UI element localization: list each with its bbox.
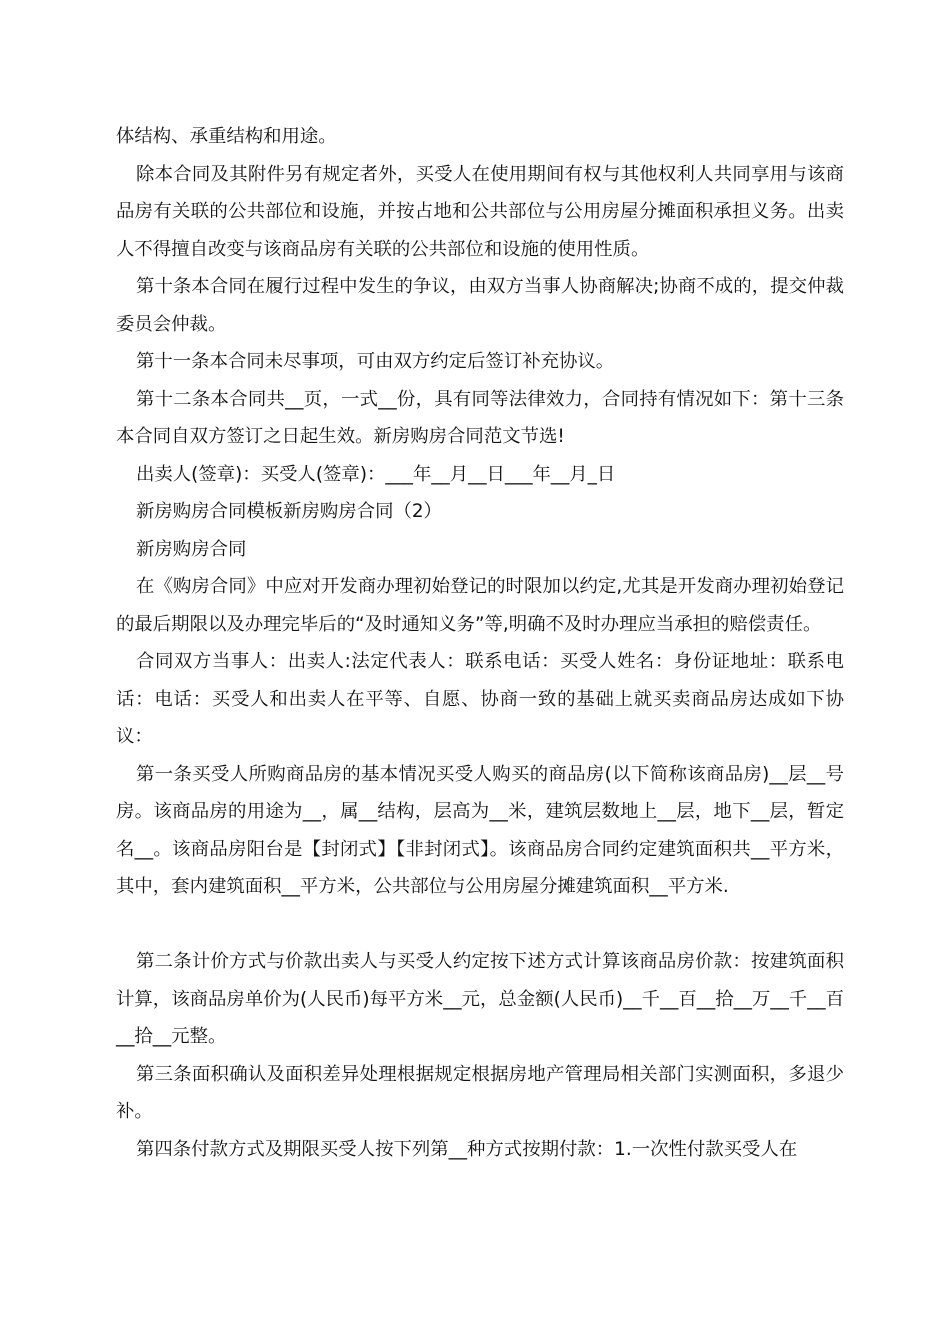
paragraph-article-4: 第四条付款方式及期限买受人按下列第__种方式按期付款：1.一次性付款买受人在 (136, 1138, 798, 1160)
paragraph-article-1: 第一条买受人所购商品房的基本情况买受人购买的商品房(以下简称该商品房)__层__号房。该商品房的用途为__，属__结构，层高为__米，建筑层数地上__层，地下__层，暂定名__。该商品房阳台是【封闭式】【非封闭式】。该商品房合同约定建筑面积共__平方米，其中，套内建筑面积__平方米，公共部位与公用房屋分摊建筑面积__平方米. (116, 763, 844, 897)
paragraph-article-12: 第十二条本合同共__页，一式__份，具有同等法律效力，合同持有情况如下：第十三条本合同自双方签订之日起生效。新房购房合同范文节选! (116, 388, 844, 447)
paragraph-public-facilities: 除本合同及其附件另有规定者外，买受人在使用期间有权与其他权利人共同享用与该商品房有关联的公共部位和设施，并按占地和公共部位与公用房屋分摊面积承担义务。出卖人不得擅自改变与该商品房有关联的公共部位和设施的使用性质。 (116, 163, 844, 260)
blank-line (116, 906, 844, 944)
paragraph-contract-title: 新房购房合同 (136, 538, 247, 560)
paragraph-continuation: 体结构、承重结构和用途。 (116, 126, 337, 147)
paragraph-signatures: 出卖人(签章)：买受人(签章)：___年__月__日___年__月_日 (136, 463, 616, 485)
paragraph-article-2: 第二条计价方式与价款出卖人与买受人约定按下述方式计算该商品房价款：按建筑面积计算，该商品房单价为(人民币)每平方米__元，总金额(人民币)__千__百__拾__万__千__百__拾__元整。 (116, 951, 844, 1047)
paragraph-initial-registration: 在《购房合同》中应对开发商办理初始登记的时限加以约定,尤其是开发商办理初始登记的最后期限以及办理完毕后的“及时通知义务”等,明确不及时办理应当承担的赔偿责任。 (116, 576, 844, 635)
paragraph-template-title: 新房购房合同模板新房购房合同（2） (136, 501, 442, 522)
document-body (116, 118, 844, 1168)
paragraph-article-3: 第三条面积确认及面积差异处理根据规定根据房地产管理局相关部门实测面积，多退少补。 (116, 1063, 844, 1122)
paragraph-article-10: 第十条本合同在履行过程中发生的争议，由双方当事人协商解决;协商不成的，提交仲裁委员会仲裁。 (116, 276, 844, 335)
paragraph-article-11: 第十一条本合同未尽事项，可由双方约定后签订补充协议。 (136, 351, 615, 372)
paragraph-parties: 合同双方当事人：出卖人:法定代表人：联系电话：买受人姓名：身份证地址：联系电话：电话：买受人和出卖人在平等、自愿、协商一致的基础上就买卖商品房达成如下协议： (116, 651, 844, 747)
